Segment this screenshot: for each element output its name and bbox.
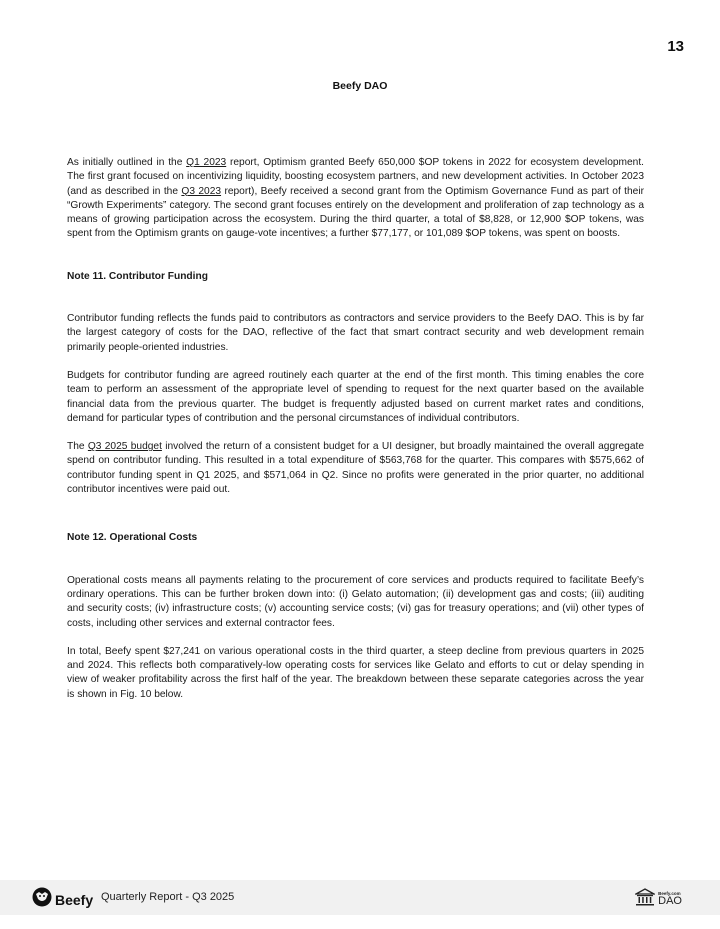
beefy-logo [32,887,93,912]
note-11-heading: Note 11. Contributor Funding [67,270,208,282]
optimism-grant-paragraph [67,156,644,242]
text-segment: report, Optimism granted Beefy 650,000 $OP tokens in 2022 for ecosystem development. The first grant focused on incentivizing liquidity, boosting ecosystem partners, and new development activities. In October 2023 (and as described in the [67,157,645,197]
q3-2023-report-link[interactable]: Q3 2023 [181,185,222,197]
note-12-paragraph-1: Operational costs means all payments relating to the procurement of core services and products required to facilitate Beefy’s ordinary operations. This can be further broken down into: (i) Gelato automation; (ii) development gas and costs; (iii) auditing and security costs; (iv) infrastructure costs; (v) accounting service costs; (vi) gas for treasury operations; and (vii) other types of costs, including other services and external contractor fees. [67,574,644,629]
beefy-dao-logo [635,887,682,912]
text-segment: As initially outlined in the [67,157,187,168]
beefy-cow-icon [32,887,52,912]
text-segment: report), Beefy received a second grant from the Optimism Governance Fund as part of their “Growth Experiments” category. The second grant focuses entirely on the development and proliferation of zap technology as a means of growing participation across the ecosystem. During the third quarter, a total of $8,828, or 12,900 $OP tokens, was spent from the Optimism grants on gauge-vote incentives; a further $77,177, or 101,089 $OP tokens, was spent on boosts. [67,185,644,240]
institution-building-icon [635,887,655,912]
brand-name: Beefy [55,891,94,908]
note-12-paragraph-2: In total, Beefy spent $27,241 on various operational costs in the third quarter, a steep decline from previous quarters in 2025 and 2024. This reflects both comparatively-low operating costs for services like Gelato and efforts to cut or delay spending in view of weaker profitability across the first half of the year. The breakdown between these separate categories across the year is shown in Fig. 10 below. [67,645,644,700]
page-footer [0,880,720,915]
dao-label [658,892,682,908]
text-segment: involved the return of a consistent budget for a UI designer, but broadly maintained the overall aggregate spend on contributor funding. This resulted in a total expenditure of $563,768 for the quarter. This compares with $575,662 of contributor funding spent in Q1 2025, and $571,064 in Q2. Since no profits were generated in the prior quarter, no additional contributor incentives were paid out. [67,441,644,496]
note-12-heading: Note 12. Operational Costs [67,532,198,544]
dao-big-label: DAO [658,895,682,908]
note-11-paragraph-2: Budgets for contributor funding are agreed routinely each quarter at the end of the first month. This timing enables the core team to perform an assessment of the appropriate level of spending to request for the next quarter based on the available financial data from the previous quarter. The budget is frequently adjusted based on current market rates and conditions, demand for particular types of contribution and the personal circumstances of individual contributors. [67,369,644,424]
page-number: 13 [667,38,684,55]
q1-2023-report-link[interactable]: Q1 2023 [186,157,227,168]
dao-site-label: Beefy.com [658,890,681,896]
note-11-paragraph-3 [67,440,644,497]
report-body [67,156,644,702]
note-11-paragraph-1: Contributor funding reflects the funds paid to contributors as contractors and service providers to the Beefy DAO. This is by far the largest category of costs for the DAO, reflective of the fact that smart contract security and web development remain primarily people-oriented industries. [67,313,644,353]
report-title: Quarterly Report - Q3 2025 [101,891,235,903]
text-segment: The [67,441,88,453]
q3-2025-budget-link[interactable]: Q3 2025 budget [87,441,162,453]
page-header-title: Beefy DAO [332,80,388,92]
